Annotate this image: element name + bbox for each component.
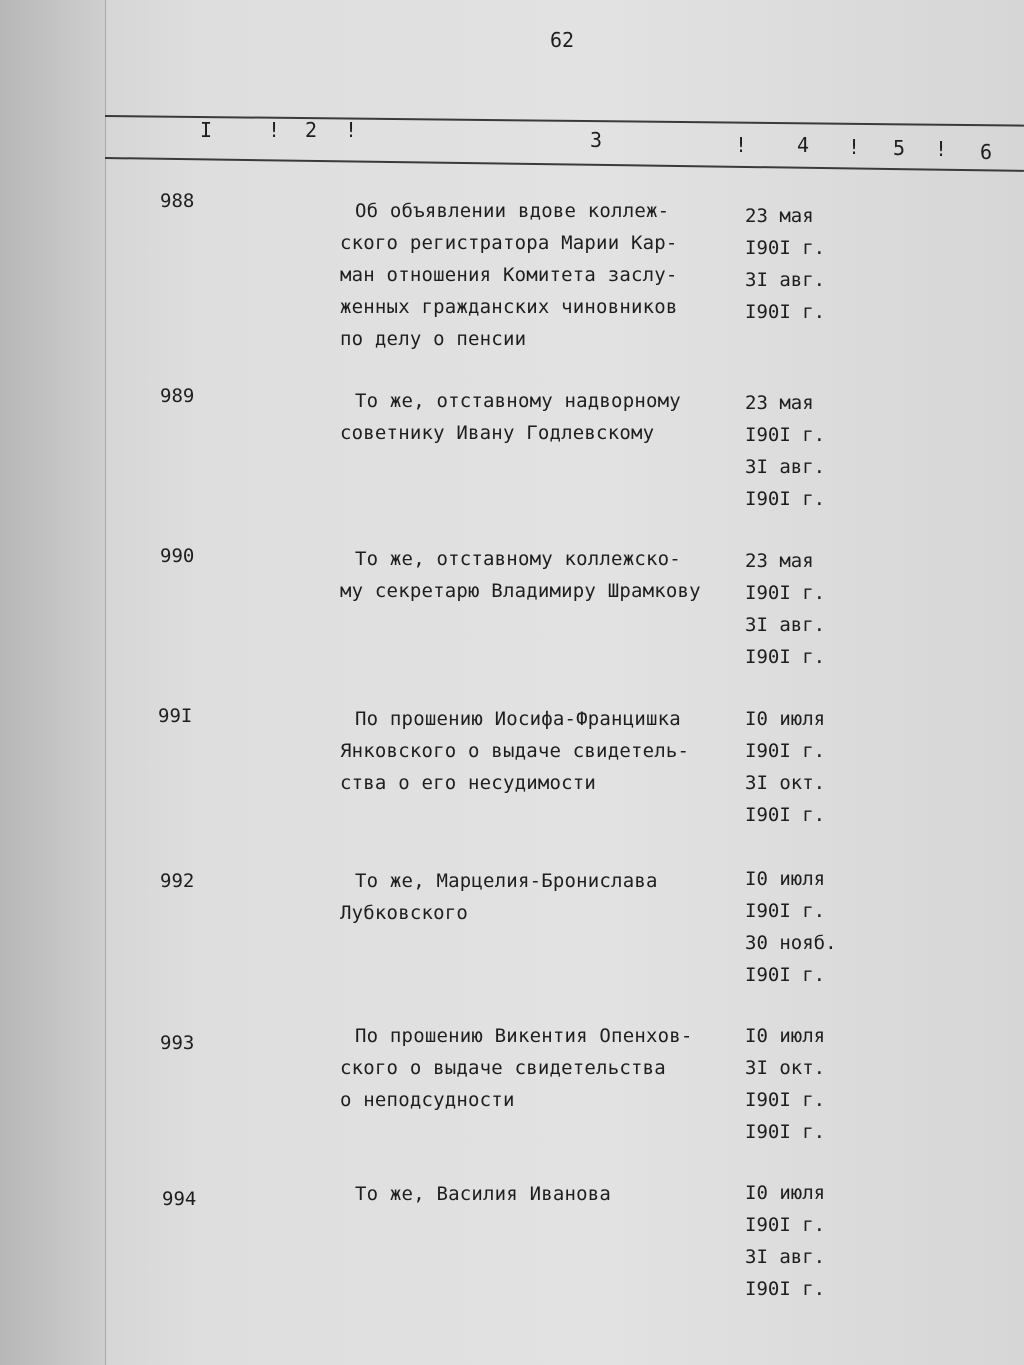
entry-date-line: I90I г. [745,804,826,826]
entry-date-line: 3I авг. [745,614,826,636]
entry-date-line: I90I г. [745,740,826,762]
header-col6: 6 [980,140,993,164]
entry-text-line: му секретарю Владимиру Шрамкову [340,580,701,602]
entry-date-line: I90I г. [745,488,826,510]
entry-date-line: I90I г. [745,646,826,668]
entry-text-line: женных гражданских чиновников [340,296,678,318]
entry-text-line: ского регистратора Марии Кар- [340,232,678,254]
entry-text-line: Об объявлении вдове коллеж- [355,200,670,222]
header-col4: 4 [797,133,810,157]
entry-date-line: 23 мая [745,550,814,572]
entry-date-line: I0 июля [745,868,826,890]
header-sep1: ! [268,118,281,142]
header-sep5: ! [935,137,948,161]
header-sep4: ! [848,135,861,159]
entry-date-line: 3I авг. [745,456,826,478]
entry-number: 99I [158,705,193,727]
entry-date-line: I90I г. [745,1278,826,1300]
entry-date-line: I90I г. [745,1121,826,1143]
entry-text-line: ман отношения Комитета заслу- [340,264,678,286]
entry-date-line: I90I г. [745,900,826,922]
entry-text-line: Янковского о выдаче свидетель- [340,740,690,762]
header-col1: I [200,118,213,142]
entry-date-line: I90I г. [745,301,826,323]
entry-date-line: I90I г. [745,582,826,604]
entry-date-line: 3I окт. [745,772,826,794]
header-col5: 5 [893,136,906,160]
entry-text-line: советнику Ивану Годлевскому [340,422,655,444]
entry-number: 992 [160,870,195,892]
entry-text-line: о неподсудности [340,1089,515,1111]
entry-date-line: 3I авг. [745,1246,826,1268]
entry-text-line: То же, отставному коллежско- [355,548,681,570]
entry-number: 993 [160,1032,195,1054]
entry-number: 994 [162,1188,197,1210]
page-number: 62 [550,28,575,52]
entry-number: 990 [160,545,195,567]
entry-date-line: I0 июля [745,708,826,730]
entry-date-line: I0 июля [745,1182,826,1204]
entry-date-line: 3I авг. [745,269,826,291]
entry-date-line: 23 мая [745,392,814,414]
entry-text-line: То же, Василия Иванова [355,1183,612,1205]
entry-date-line: I90I г. [745,1089,826,1111]
header-sep3: ! [735,133,748,157]
entry-text-line: ского о выдаче свидетельства [340,1057,666,1079]
entry-date-line: 23 мая [745,205,814,227]
entry-date-line: 30 нояб. [745,932,837,954]
entry-text-line: Лубковского [340,902,469,924]
header-rule-bottom [105,157,1024,172]
entry-date-line: I90I г. [745,964,826,986]
entry-text-line: По прошению Иосифа-Францишка [355,708,681,730]
entry-text-line: ства о его несудимости [340,772,597,794]
entry-date-line: I90I г. [745,1214,826,1236]
header-rule-top [105,115,1024,127]
header-sep2: ! [345,118,358,142]
entry-text-line: по делу о пенсии [340,328,527,350]
header-col2: 2 [305,118,318,142]
entry-number: 989 [160,385,195,407]
entry-text-line: То же, Марцелия-Бронислава [355,870,658,892]
entry-date-line: I0 июля [745,1025,826,1047]
entry-number: 988 [160,190,195,212]
binding-edge [0,0,106,1365]
entry-text-line: То же, отставному надворному [355,390,681,412]
entry-date-line: 3I окт. [745,1057,826,1079]
entry-date-line: I90I г. [745,424,826,446]
entry-text-line: По прошению Викентия Опенхов- [355,1025,693,1047]
entry-date-line: I90I г. [745,237,826,259]
header-col3: 3 [590,128,603,152]
